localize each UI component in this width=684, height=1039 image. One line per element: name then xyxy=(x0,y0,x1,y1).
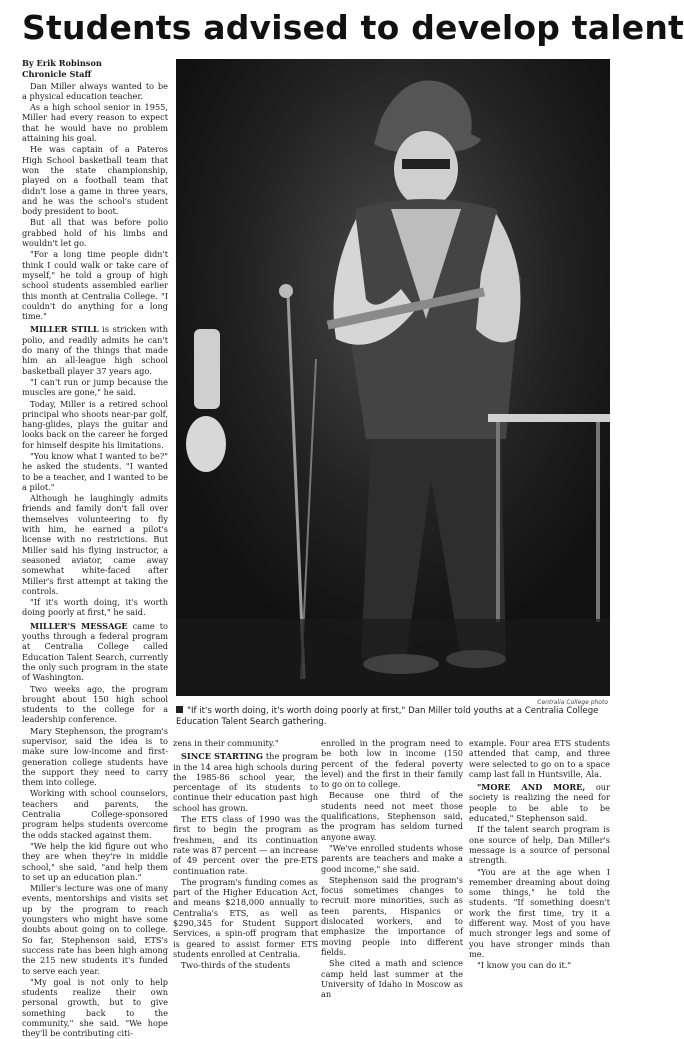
paragraph xyxy=(22,883,168,976)
paragraph-text: "I can't run or jump because the muscles are gone," he said. xyxy=(22,376,168,398)
column-4-body xyxy=(469,738,610,971)
paragraph-lead: MILLER STILL xyxy=(30,324,99,335)
paragraph-lead: "MORE AND MORE, xyxy=(477,782,586,793)
paragraph-text: Two-thirds of the students xyxy=(181,960,291,971)
paragraph-text: came to youths through a federal program at Centralia College called Education Talent Search, currently the only such program in the state of Washington. xyxy=(22,620,168,683)
paragraph-lead: MILLER'S MESSAGE xyxy=(30,620,128,631)
article-column-3 xyxy=(321,738,463,1000)
paragraph-text: She cited a math and science camp held last summer at the University of Idaho in Moscow as an xyxy=(321,958,463,1000)
paragraph xyxy=(321,875,463,957)
headline: Students advised to develop talent xyxy=(22,8,684,47)
article-column-1 xyxy=(22,58,168,1039)
paragraph xyxy=(22,788,168,839)
byline-organization: Chronicle Staff xyxy=(22,69,92,80)
paragraph xyxy=(22,493,168,596)
paragraph-text: "You are at the age when I remember dreaming about doing some things," he told the students. "If something doesn't work the first time, try it a different way. Most of you have much stronger legs and some of you have stronger minds than me. xyxy=(469,866,610,959)
paragraph xyxy=(22,249,168,321)
paragraph-text: The program's funding comes as part of the Higher Education Act, and means $218,000 annually to Centralia's ETS, as well as $290,345 for Student Support Services, a spin-off program that is geared to assist former ETS students enrolled at Centralia. xyxy=(173,876,318,959)
paragraph xyxy=(469,960,610,970)
byline: By Erik Robinson xyxy=(22,58,102,68)
paragraph xyxy=(22,684,168,725)
column-2-body xyxy=(173,738,318,971)
paragraph xyxy=(173,960,318,970)
paragraph xyxy=(321,843,463,874)
paragraph xyxy=(321,958,463,999)
paragraph-text: Two weeks ago, the program brought about 150 high school students to the college for a leadership conference. xyxy=(22,683,168,725)
paragraph-text: "My goal is not only to help students realize their own personal growth, but to give something back to the community," she said. "We hope they'll be contributing citi- xyxy=(22,976,168,1039)
paragraph-text: zens in their community." xyxy=(173,738,279,748)
paragraph xyxy=(22,399,168,450)
paragraph xyxy=(469,782,610,823)
paragraph-text: Dan Miller always wanted to be a physical education teacher. xyxy=(22,80,168,101)
paragraph xyxy=(173,877,318,959)
paragraph-text: "I know you can do it." xyxy=(477,960,572,971)
paragraph xyxy=(173,738,318,748)
paragraph-text: Because one third of the students need not meet those qualifications, Stephenson said, the program has seldom turned anyone away. xyxy=(321,790,463,842)
paragraph xyxy=(22,841,168,882)
paragraph-text: "You know what I wanted to be?" he asked the students. "I wanted to be a teacher, and I wanted to be a pilot." xyxy=(22,450,168,492)
paragraph-text: He was captain of a Pateros High School basketball team that won the state championship, played on a football team that didn't lose a game in three years, and he was the school's student body president to boot. xyxy=(22,144,168,217)
paragraph xyxy=(22,81,168,102)
paragraph xyxy=(22,144,168,216)
photo-credit: Centralia College photo xyxy=(537,699,608,706)
paragraph-text: our society is realizing the need for people to be able to be educated," Stephenson said. xyxy=(469,782,610,824)
article-column-2 xyxy=(173,738,319,971)
paragraph xyxy=(22,977,168,1039)
paragraph-text: example. Four area ETS students attended that camp, and three were selected to go on to a space camp last fall in Huntsville, Ala. xyxy=(469,738,610,779)
paragraph xyxy=(22,102,168,143)
paragraph-text: As a high school senior in 1955, Miller had every reason to expect that he would have no problem attaining his goal. xyxy=(22,102,168,144)
paragraph-text: Today, Miller is a retired school principal who shoots near-par golf, hang-glides, plays the guitar and looks back on the career he forged for himself despite his limitations. xyxy=(22,398,168,450)
article-column-4 xyxy=(469,738,610,971)
article-photo xyxy=(176,59,610,696)
photo-illustration xyxy=(176,59,610,696)
paragraph xyxy=(22,451,168,492)
paragraph xyxy=(22,217,168,248)
paragraph xyxy=(22,324,168,375)
column-1-body xyxy=(22,81,168,1039)
paragraph-text: Although he laughingly admits friends and family don't fall over themselves volunteering to fly with him, he earned a pilot's license with no restrictions. But Miller said his flying instructor, a seasoned aviator, came away somewhat white-faced after Miller's first attempt at taking the controls. xyxy=(22,493,168,596)
paragraph-text: "For a long time people didn't think I could walk or take care of myself," he told a group of high school students assembled earlier this month at Centralia College. "I couldn't do anything for a long time." xyxy=(22,249,168,322)
paragraph xyxy=(321,790,463,841)
paragraph-text: The ETS class of 1990 was the first to begin the program as freshmen, and its continuation rate was 87 percent — an increase of 49 percent over the pre-ETS continuation rate. xyxy=(173,814,318,876)
paragraph xyxy=(22,621,168,683)
paragraph-text: is stricken with polio, and readily admits he can't do many of the things that made him an all-league high school basketball player 37 years ago. xyxy=(22,324,168,376)
paragraph xyxy=(173,814,318,876)
paragraph-text: Stephenson said the program's focus sometimes changes to recruit more minorities, such as teen parents, Hispanics or dislocated workers, and to emphasize the importance of moving people into different fields. xyxy=(321,874,463,957)
paragraph xyxy=(173,751,318,813)
paragraph xyxy=(469,738,610,779)
photo-caption xyxy=(176,706,610,728)
paragraph-text: Mary Stephenson, the program's supervisor, said the idea is to make sure low-income and first-generation college students have the support they need to carry them into college. xyxy=(22,725,168,788)
paragraph xyxy=(469,867,610,960)
paragraph xyxy=(469,824,610,865)
paragraph xyxy=(22,597,168,618)
paragraph xyxy=(22,377,168,398)
paragraph-text: Miller's lecture was one of many events, mentorships and visits set up by the program to reach youngsters who might have some doubts about going on to college. So far, Stephenson said, ETS's success rate has been high among the 215 new students it's funded to serve each year. xyxy=(22,883,168,976)
paragraph-text: enrolled in the program need to be both low in income (150 percent of the federal poverty level) and the first in their family to go on to college. xyxy=(321,738,463,790)
paragraph-text: "If it's worth doing, it's worth doing poorly at first," he said. xyxy=(22,597,168,618)
paragraph-text: "We've enrolled students whose parents are teachers and make a good income," she said. xyxy=(321,842,463,874)
paragraph-text: "We help the kid figure out who they are when they're in middle school," she said, "and help them to set up an education plan." xyxy=(22,840,168,882)
paragraph xyxy=(22,726,168,788)
paragraph xyxy=(321,738,463,789)
paragraph-text: If the talent search program is one source of help, Dan Miller's message is a source of personal strength. xyxy=(469,824,610,866)
paragraph-text: the program in the 14 area high schools during the 1985-86 school year, the percentage of its students to continue their education past high school has grown. xyxy=(173,751,319,813)
photo-caption-text: "If it's worth doing, it's worth doing poorly at first," Dan Miller told youths at a Centralia College Education Talent Search gathering. xyxy=(176,706,599,727)
caption-square-icon xyxy=(176,706,183,713)
paragraph-lead: SINCE STARTING xyxy=(181,751,264,762)
paragraph-text: But all that was before polio grabbed hold of his limbs and wouldn't let go. xyxy=(22,217,168,249)
column-3-body xyxy=(321,738,463,999)
paragraph-text: Working with school counselors, teachers and parents, the Centralia College-sponsored program helps students overcome the odds stacked against them. xyxy=(22,788,168,840)
